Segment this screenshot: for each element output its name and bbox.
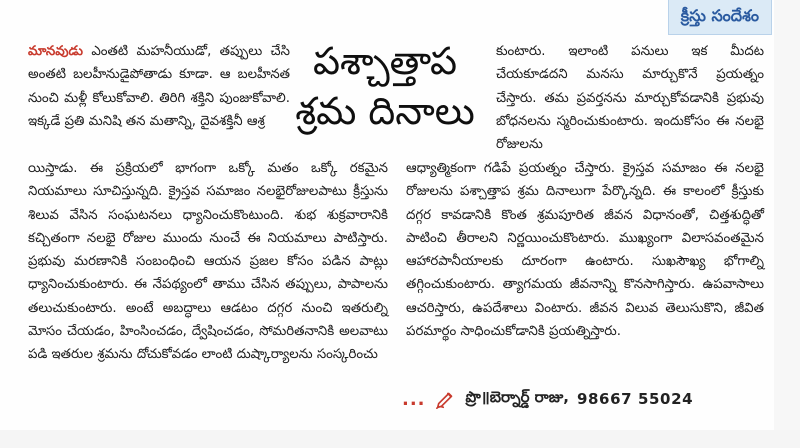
section-tag: క్రీస్తు సందేశం — [668, 0, 772, 35]
byline-name: ప్రొ॥బెర్నార్డ్ రాజు, — [465, 388, 569, 406]
article-left-lower: యిస్తాడు. ఈ ప్రక్రియలో భాగంగా ఒక్కో మతం ఒక్కో రకమైన నియమాలు సూచిస్తున్నది. క్రైస్తవ సమాజం నలభైరోజులపాటు క్రీస్తును శిలువ వేసిన సంఘటనలు ధ్యానించుకొంటుంది. శుభ శుక్రవారానికి కచ్చితంగా నలభై రోజుల ముందు నుంచే ఈ నియమాలు పాటిస్తారు. ప్రభువు మరణానికి సంబంధించి ఆయన ప్రజల కోసం పడిన పాట్లు ధ్యానించుకుంటారు. ఈ నేపథ్యంలో తాము చేసిన తప్పులు, పాపాలను తలుచుకుంటారు. అంటే అబద్ధాలు ఆడటం దగ్గర నుంచి ఇతరుల్ని మోసం చేయడం, హింసించడం, ద్వేషించడం, సోమరితనానికి అలవాటు పడి ఇతరుల శ్రమను దోచుకోవడం లాంటి దుష్కార్యాలను సంస్కరించు — [28, 161, 388, 363]
byline — [402, 382, 767, 416]
byline-phone: 98667 55024 — [576, 390, 694, 408]
scan-edge-right — [774, 0, 800, 448]
headline-line-1: పశ్చాత్తాప — [312, 39, 458, 83]
headline-line-2: శ్రమ దినాలు — [295, 89, 475, 133]
article-left-top — [28, 40, 290, 133]
article-right-main: ఆధ్యాత్మికంగా గడిపే ప్రయత్నం చేస్తారు. క్రైస్తవ సమాజం ఈ నలభై రోజులను పశ్చాత్తాప శ్రమ దినాలుగా పేర్కొన్నది. ఈ కాలంలో క్రీస్తుకు దగ్గర కావడానికి కొంత శ్రమపూరిత జీవన విధానంతో, చిత్తశుద్ధితో పాటించి తీరాలని నిర్ణయించుకొంటారు. ముఖ్యంగా విలాసవంతమైన ఆహారపానీయాలకు దూరంగా ఉంటారు. సుఖసౌఖ్య భోగాల్ని తగ్గించుకుంటారు. త్యాగమయ జీవనాన్ని కొనసాగిస్తారు. ఉపవాసాలు ఆచరిస్తారు, ఉపదేశాలు వింటారు. జీవన విలువ తెలుసుకొని, జీవిత పరమార్థం సాధించుకోడానికి ప్రయత్నిస్తారు. — [406, 161, 764, 340]
byline-dots: ... — [402, 388, 426, 410]
article-headline — [280, 36, 490, 136]
article-right-top: కుంటారు. ఇలాంటి పనులు ఇక మీదట చేయకూడదని మనసు మార్చుకొనే ప్రయత్నం చేస్తారు. తమ ప్రవర్తనను మార్చుకోవడానికి ప్రభువు బోధనలను స్మరించుకుంటారు. ఇందుకోసం ఈ నలభై రోజులను — [496, 44, 764, 153]
pen-icon — [434, 387, 458, 411]
scan-edge-bottom — [0, 430, 800, 448]
article-left-top-text: ఎంతటి మహనీయుడో, తప్పులు చేసి అంతటి బలహీనుడైపోతాడు కూడా. ఆ బలహీనత నుంచి మళ్లీ కోలుకోవాలి. తిరిగి శక్తిని పుంజుకోవాలి. ఇక్కడే ప్రతి మనిషి తన మతాన్ని, దైవశక్తినీ ఆశ్ర — [28, 44, 290, 129]
article-lead-word: మానవుడు — [28, 44, 83, 59]
